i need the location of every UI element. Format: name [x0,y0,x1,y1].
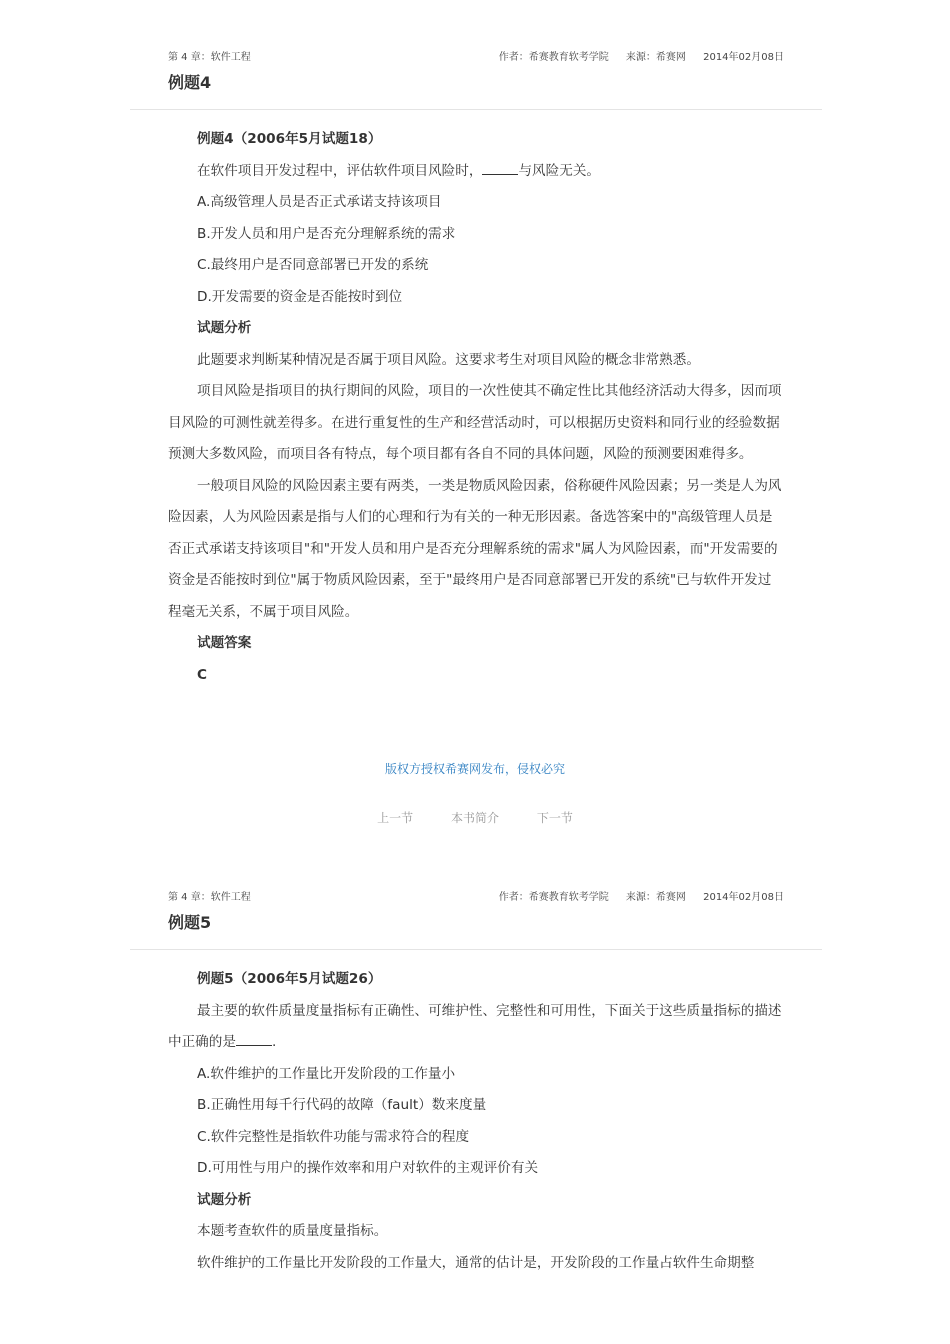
analysis-heading: 试题分析 [197,1191,252,1208]
author-label: 作者：希赛教育软考学院 [498,892,609,903]
source-label: 来源：希赛网 [625,892,686,903]
analysis-paragraph: 一般项目风险的风险因素主要有两类，一类是物质风险因素，俗称硬件风险因素；另一类是人为风险因素，人为风险因素是指与人们的心理和行为有关的一种无形因素。备选答案中的"高级管理人员是否正式承诺支持该项目"和"开发人员和用户是否充分理解系统的需求"属人为风险因素，而"开发需要的资金是否能按时到位"属于物质风险因素，至于"最终用户是否同意部署已开发的系统"已与软件开发过程毫无关系，不属于项目风险。 [168,477,782,620]
book-intro-link[interactable]: 本书简介 [450,811,499,825]
answer-blank [236,1031,272,1046]
section2-content [168,964,784,1279]
next-section-link[interactable]: 下一节 [536,811,573,825]
section1-title: 例题4 [168,73,212,92]
divider [130,109,822,110]
option-d: D.可用性与用户的操作效率和用户对软件的主观评价有关 [197,1160,539,1176]
question-text: 在软件项目开发过程中，评估软件项目风险时， 与风险无关。 [168,156,784,188]
chapter-label: 第 4 章：软件工程 [168,892,251,903]
question-heading: 例题5（2006年5月试题26） [197,971,382,987]
author-label: 作者：希赛教育软考学院 [498,52,609,63]
source-label: 来源：希赛网 [625,52,686,63]
analysis-paragraph: 本题考查软件的质量度量指标。 [197,1223,388,1239]
option-b: B.正确性用每千行代码的故障（fault）数来度量 [197,1097,487,1113]
date-label: 2014年02月08日 [703,52,784,63]
analysis-heading: 试题分析 [197,320,252,336]
option-d: D.开发需要的资金是否能按时到位 [197,288,403,305]
analysis-paragraph: 软件维护的工作量比开发阶段的工作量大，通常的估计是，开发阶段的工作量占软件生命期整 [197,1254,755,1271]
answer-blank [482,160,518,175]
section2-title: 例题5 [168,913,212,932]
question-text: 最主要的软件质量度量指标有正确性、可维护性、完整性和可用性，下面关于这些质量指标的描述中正确的是 . [168,1002,782,1050]
option-c: C.最终用户是否同意部署已开发的系统 [197,257,429,273]
option-a: A.软件维护的工作量比开发阶段的工作量小 [197,1065,456,1082]
section1-content [168,124,784,691]
analysis-paragraph: 此题要求判断某种情况是否属于项目风险。这要求考生对项目风险的概念非常熟悉。 [197,351,700,368]
question-heading: 例题4（2006年5月试题18） [197,131,382,147]
prev-section-link[interactable]: 上一节 [377,811,414,825]
analysis-paragraph: 项目风险是指项目的执行期间的风险，项目的一次性使其不确定性比其他经济活动大得多，因而项目风险的可测性就差得多。在进行重复性的生产和经营活动时，可以根据历史资料和同行业的经验数据预测大多数风险，而项目各有特点，每个项目都有各自不同的具体问题，风险的预测要困难得多。 [168,383,782,462]
divider [130,949,822,950]
option-c: C.软件完整性是指软件功能与需求符合的程度 [197,1128,470,1145]
date-label: 2014年02月08日 [703,892,784,903]
chapter-label: 第 4 章：软件工程 [168,52,251,63]
copyright-notice: 版权方授权希赛网发布，侵权必究 [384,762,565,776]
answer-value: C [197,666,207,683]
page-navigation [0,809,950,826]
option-b: B.开发人员和用户是否充分理解系统的需求 [197,225,456,242]
option-a: A.高级管理人员是否正式承诺支持该项目 [197,194,442,210]
answer-heading: 试题答案 [197,635,252,651]
